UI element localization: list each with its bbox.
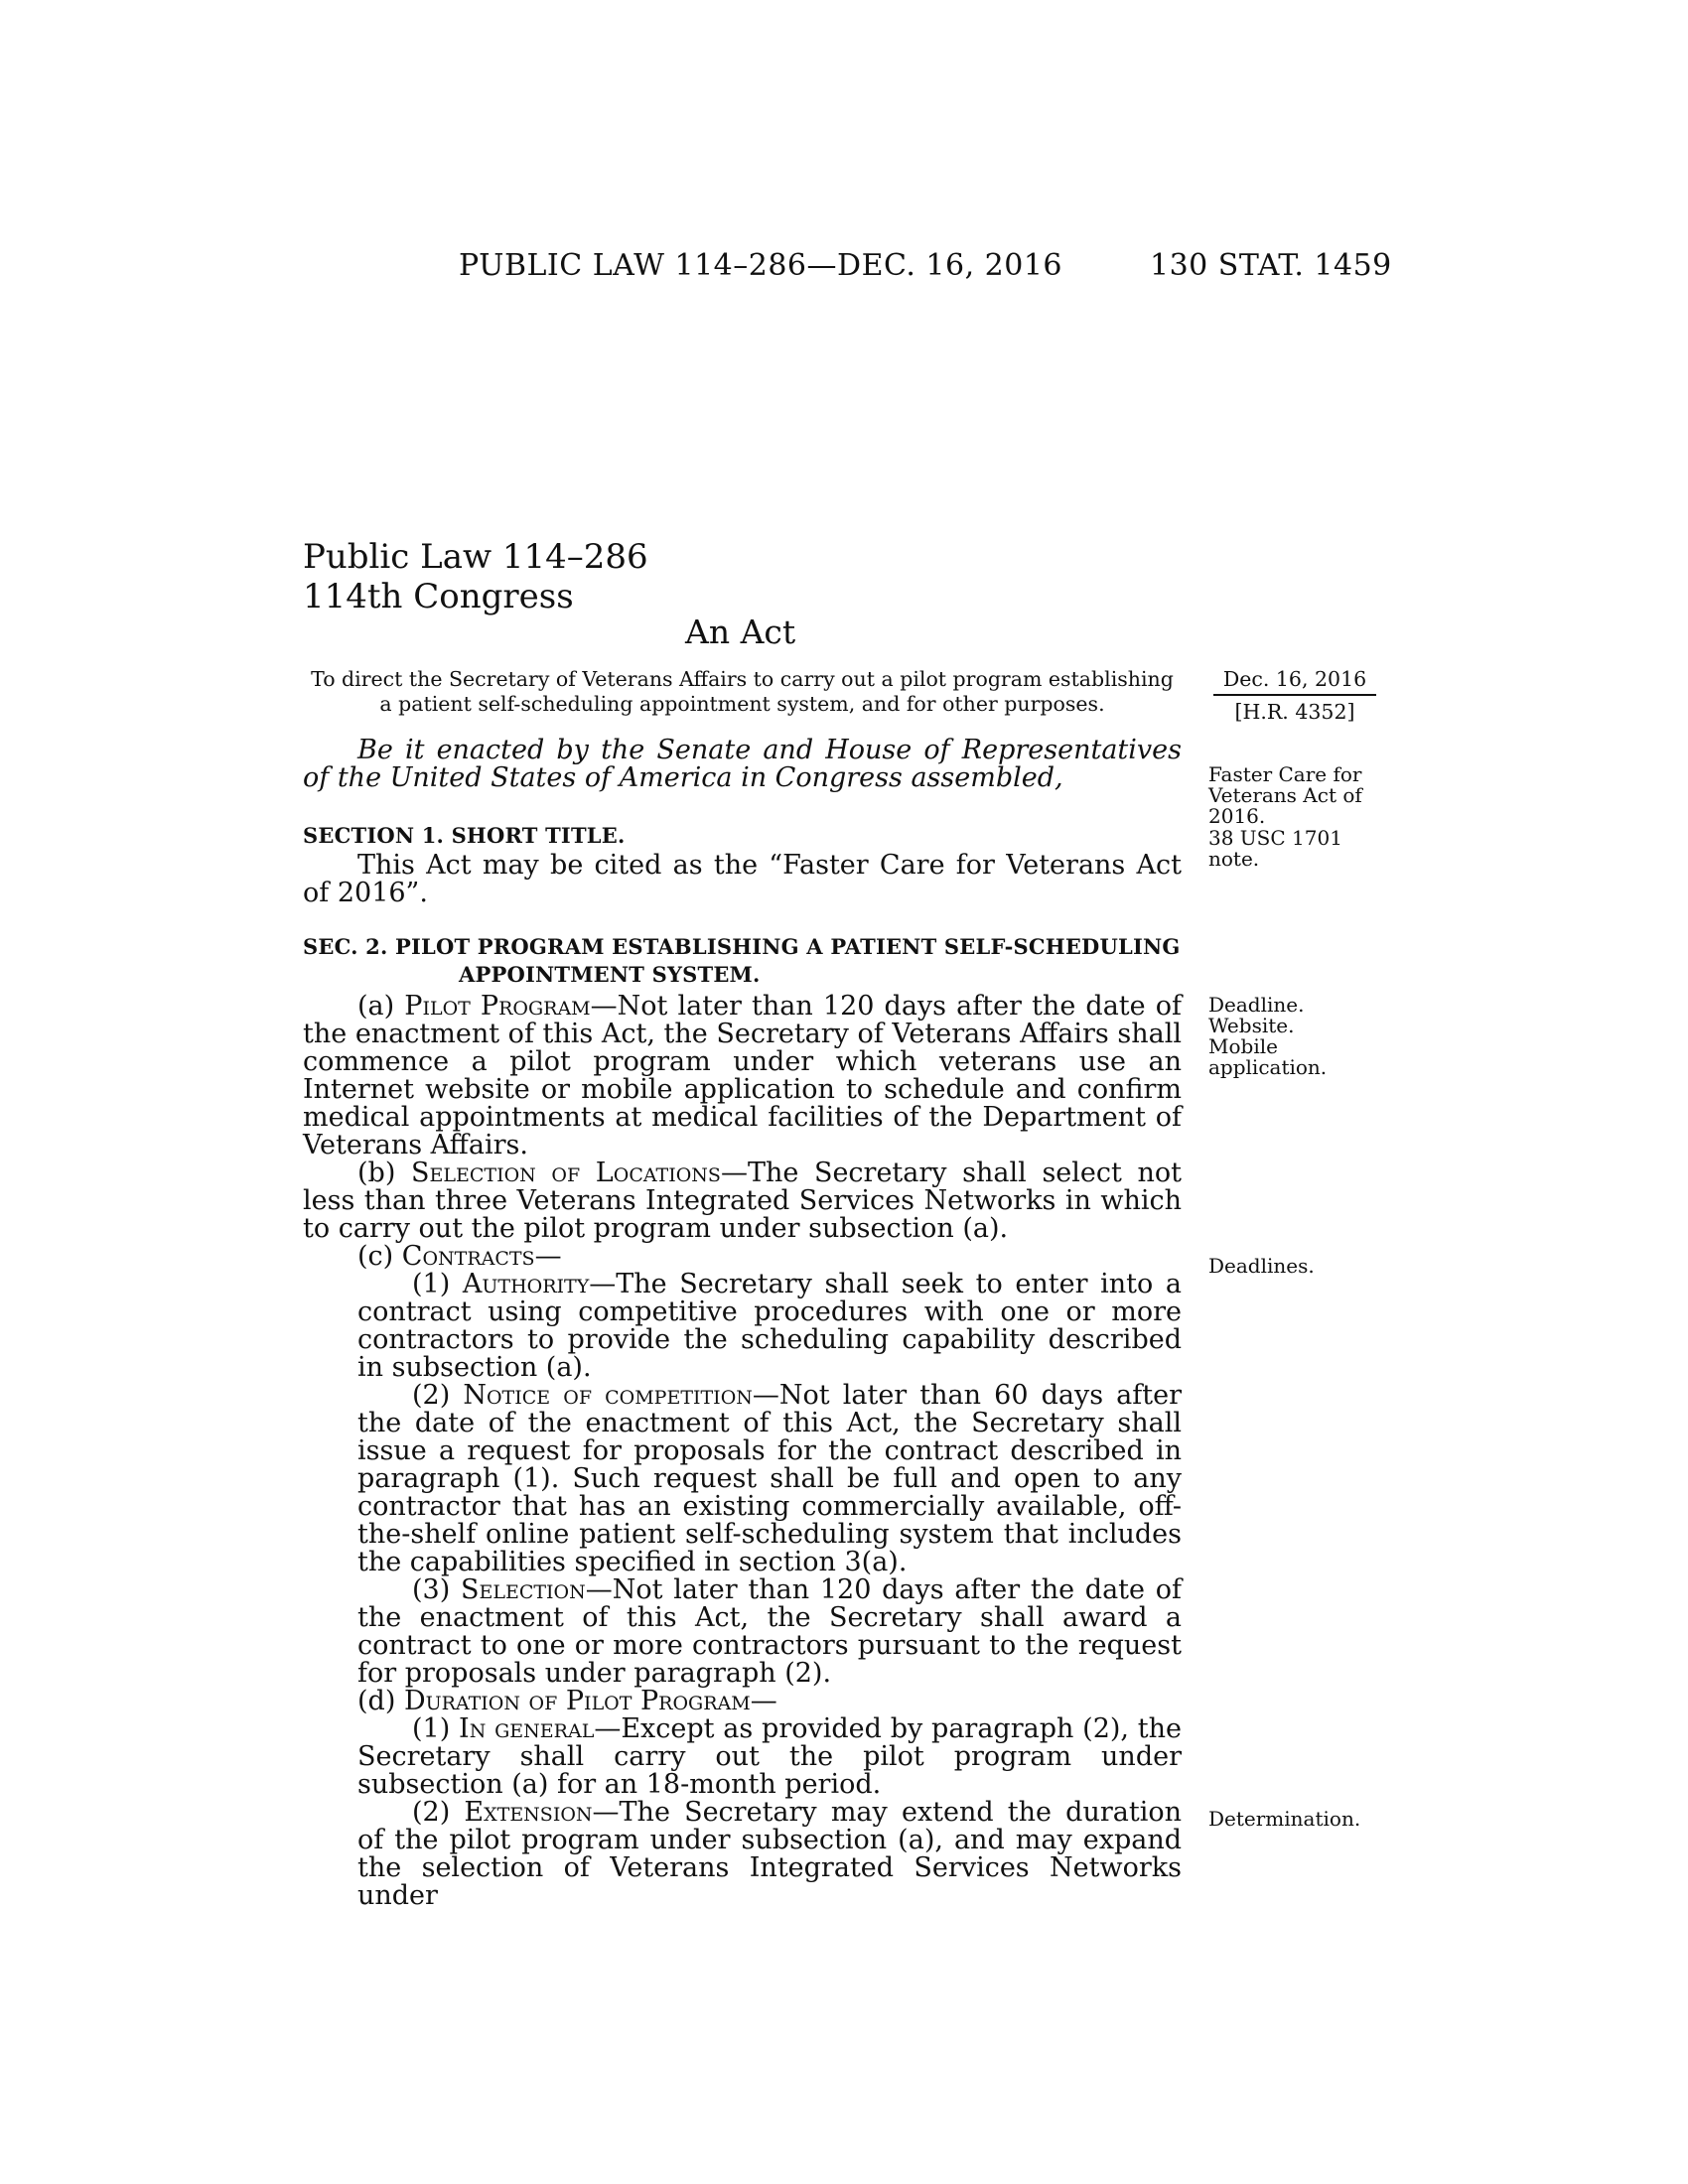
subsection-b-heading: Selection of Locations — [411, 1158, 721, 1188]
subsection-c-heading: Contracts — [401, 1241, 535, 1272]
enactment-date: Dec. 16, 2016 — [1222, 667, 1367, 691]
paragraph-c1: (1) Authority—The Secretary shall seek to enter into a contract using competitive procedures with one or more contractors to provide the scheduling capability described in subsection (a). — [357, 1269, 1183, 1383]
act-label: An Act — [685, 613, 796, 651]
paragraph-d2-heading: Extension — [464, 1797, 593, 1828]
bill-number: [H.R. 4352] — [1234, 700, 1355, 724]
paragraph-c2-heading: Notice of competition — [463, 1380, 753, 1411]
paragraph-d2: (2) Extension—The Secretary may extend the duration of the pilot program under subsection (a), and may expand the selection of Veterans Integrated Services Networks under — [357, 1797, 1182, 1911]
paragraph-c3-heading: Selection — [460, 1574, 586, 1605]
margin-note-mobile-application: Mobile application. — [1208, 1034, 1328, 1079]
subsection-d: (d) Duration of Pilot Program— — [357, 1686, 777, 1716]
section-2-heading — [303, 933, 1187, 989]
section-1-heading: SECTION 1. SHORT TITLE. — [303, 823, 626, 848]
margin-note-website: Website. — [1208, 1014, 1295, 1037]
paragraph-c2: (2) Notice of competition—Not later than 60 days after the date of the enactment of this Act, the Secretary shall issue a request for proposals for the contract described in paragraph (1). Such request shall be full and open to any contractor that has an existing commercially available, off-the-shelf online patient self-scheduling system that includes the capabilities specified in section 3(a). — [357, 1380, 1183, 1577]
subsection-b: (b) Selection of Locations—The Secretary shall select not less than three Veterans Integrated Services Networks in which to carry out the pilot program under subsection (a). — [303, 1158, 1182, 1244]
section-2-heading-line1: SEC. 2. PILOT PROGRAM ESTABLISHING A PATIENT SELF-SCHEDULING — [303, 934, 1181, 959]
paragraph-d1-heading: In general — [459, 1713, 595, 1744]
stat-page-number: 130 STAT. 1459 — [1150, 248, 1392, 283]
margin-note-short-title: Faster Care for Veterans Act of 2016. — [1208, 762, 1362, 828]
paragraph-c1-heading: Authority — [462, 1269, 590, 1299]
enactment-date-block — [1213, 667, 1376, 725]
act-purpose: To direct the Secretary of Veterans Affairs to carry out a pilot program establishing a patient self-scheduling appointment system, and for other purposes. — [311, 667, 1174, 716]
congress: 114th Congress — [303, 577, 574, 616]
subsection-d-heading: Duration of Pilot Program — [403, 1686, 751, 1716]
paragraph-d1: (1) In general—Except as provided by paragraph (2), the Secretary shall carry out the pilot program under subsection (a) for an 18-month period. — [357, 1713, 1183, 1800]
date-divider — [1213, 694, 1376, 696]
margin-note-determination: Determination. — [1208, 1807, 1361, 1831]
section-1-text: This Act may be cited as the “Faster Care for Veterans Act of 2016”. — [303, 850, 1182, 908]
section-2-body — [303, 993, 1182, 1910]
subsection-a-heading: Pilot Program — [404, 991, 591, 1022]
running-title: PUBLIC LAW 114–286—DEC. 16, 2016 — [459, 248, 1063, 283]
subsection-a: (a) Pilot Program—Not later than 120 days after the date of the enactment of this Act, the Secretary of Veterans Affairs shall commence a pilot program under which veterans use an Internet website or mobile application to schedule and confirm medical appointments at medical facilities of the Department of Veterans Affairs. — [303, 991, 1182, 1160]
margin-note-usc: 38 USC 1701 note. — [1208, 826, 1342, 871]
enacting-clause: Be it enacted by the Senate and House of Representatives of the United States of America in Congress assembled, — [303, 735, 1182, 793]
subsection-c: (c) Contracts— — [357, 1241, 562, 1272]
law-title-block — [303, 537, 648, 616]
section-2-heading-line2: APPOINTMENT SYSTEM. — [459, 962, 761, 987]
margin-note-deadlines: Deadlines. — [1208, 1254, 1315, 1278]
law-number: Public Law 114–286 — [303, 537, 648, 577]
margin-note-deadline: Deadline. — [1208, 993, 1305, 1017]
paragraph-c3: (3) Selection—Not later than 120 days after the date of the enactment of this Act, the Secretary shall award a contract to one or more contractors pursuant to the request for proposals under paragraph (2). — [357, 1574, 1182, 1689]
